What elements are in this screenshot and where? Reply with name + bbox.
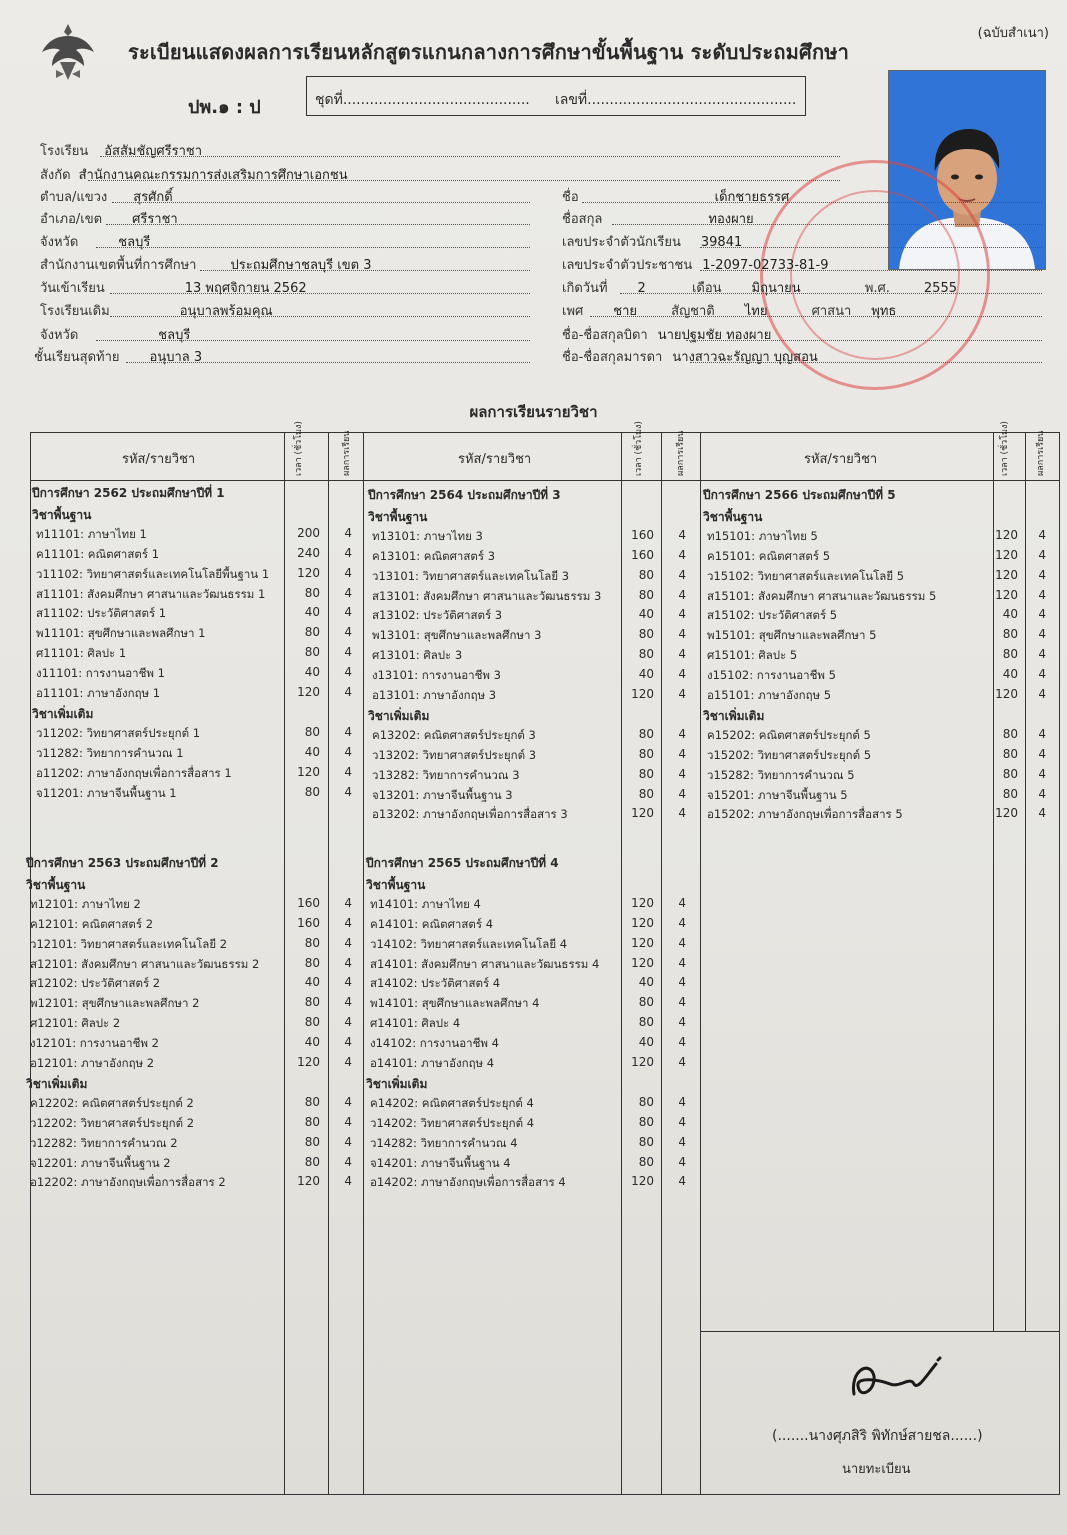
subject-hours: 80 [304, 1094, 320, 1109]
subject-row: ส11101: สังคมศึกษา ศาสนาและวัฒนธรรม 1 [36, 586, 266, 601]
subject-grade: 4 [344, 995, 352, 1010]
subject-hours: 40 [304, 605, 320, 620]
subject-hours: 80 [304, 1134, 320, 1149]
subject-row: พ15101: สุขศึกษาและพลศึกษา 5 [707, 628, 877, 643]
subject-row: จ12201: ภาษาจีนพื้นฐาน 2 [30, 1155, 171, 1170]
subject-grade: 4 [1038, 726, 1046, 741]
subject-hours: 160 [631, 547, 654, 562]
subject-grade: 4 [678, 627, 686, 642]
subject-grade: 4 [344, 975, 352, 990]
subject-row: ว12101: วิทยาศาสตร์และเทคโนโลยี 2 [30, 936, 228, 951]
sex-nationality-row: เพศ ชาย สัญชาติ ไทย ศาสนา พุทธ [562, 304, 897, 319]
subject-grade: 4 [678, 547, 686, 562]
subject-grade: 4 [1038, 786, 1046, 801]
subject-row: ค13202: คณิตศาสตร์ประยุกต์ 3 [372, 727, 536, 742]
subject-grade: 4 [678, 1174, 686, 1189]
subject-row: ท14101: ภาษาไทย 4 [370, 896, 481, 911]
subject-row: ว15202: วิทยาศาสตร์ประยุกต์ 5 [707, 747, 872, 762]
subject-row: ท15101: ภาษาไทย 5 [707, 528, 818, 543]
subject-hours: 120 [631, 895, 654, 910]
subject-row: ว14282: วิทยาการคำนวณ 4 [370, 1135, 518, 1150]
subject-hours: 80 [638, 587, 654, 602]
last-class-row: ชั้นเรียนสุดท้าย อนุบาล 3 [34, 350, 203, 365]
subject-row: พ12101: สุขศึกษาและพลศึกษา 2 [30, 996, 200, 1011]
subject-hours: 80 [638, 995, 654, 1010]
subject-grade: 4 [344, 565, 352, 580]
subject-grade: 4 [678, 667, 686, 682]
subject-row: จ13201: ภาษาจีนพื้นฐาน 3 [372, 787, 513, 802]
subject-row: ง14102: การงานอาชีพ 4 [370, 1036, 499, 1051]
document-title: ระเบียนแสดงผลการเรียนหลักสูตรแกนกลางการศึกษาขั้นพื้นฐาน ระดับประถมศึกษา [128, 40, 850, 64]
student-id-row: เลขประจำตัวนักเรียน 39841 [562, 235, 743, 250]
subject-row: อ15101: ภาษาอังกฤษ 5 [707, 688, 832, 702]
subject-hours: 80 [638, 786, 654, 801]
garuda-emblem-icon [38, 18, 98, 82]
group-basic-label: วิชาพื้นฐาน [703, 509, 763, 524]
subject-hours: 120 [297, 685, 320, 699]
subject-hours: 120 [631, 806, 654, 821]
subject-hours: 120 [297, 764, 320, 779]
group-basic-label: วิชาพื้นฐาน [32, 507, 92, 522]
registrar-name: (.......นางศุภสิริ พิทักษ์สายชล......) [772, 1428, 983, 1444]
subject-grade: 4 [344, 1134, 352, 1149]
subject-grade: 4 [678, 607, 686, 622]
header-subject-3: รหัส/รายวิชา [804, 452, 878, 467]
official-stamp-inner [790, 190, 960, 360]
subject-grade: 4 [678, 1154, 686, 1169]
subject-row: ว13282: วิทยาการคำนวณ 3 [372, 767, 520, 782]
header-grade-1: ผลการเรียน [342, 430, 352, 476]
subject-grade: 4 [1038, 587, 1046, 602]
subject-hours: 40 [638, 607, 654, 622]
subject-grade: 4 [1038, 567, 1046, 582]
subject-hours: 40 [304, 1035, 320, 1050]
subject-row: พ13101: สุขศึกษาและพลศึกษา 3 [372, 628, 542, 643]
subject-row: ท12101: ภาษาไทย 2 [30, 896, 141, 911]
subject-grade: 4 [344, 744, 352, 759]
year-title: ปีการศึกษา 2563 ประถมศึกษาปีที่ 2 [26, 856, 219, 870]
subject-grade: 4 [344, 685, 352, 699]
subject-hours: 120 [297, 565, 320, 580]
group-extra-label: วิชาเพิ่มเติม [368, 708, 430, 723]
previous-province-row: จังหวัด ชลบุรี [40, 328, 191, 343]
subject-hours: 80 [1002, 726, 1018, 741]
subject-row: ว11282: วิทยาการคำนวณ 1 [36, 745, 184, 760]
set-number: ชุดที่.......................................... [315, 92, 530, 108]
header-grade-3: ผลการเรียน [1036, 430, 1046, 476]
subject-hours: 120 [631, 915, 654, 930]
subject-grade: 4 [678, 587, 686, 602]
previous-school-row: โรงเรียนเดิม อนุบาลพร้อมคุณ [40, 304, 273, 319]
group-basic-label: วิชาพื้นฐาน [26, 877, 86, 892]
subject-row: ค15101: คณิตศาสตร์ 5 [707, 548, 831, 563]
registrar-signature [840, 1350, 950, 1420]
subject-hours: 40 [1002, 607, 1018, 622]
form-code: ปพ.๑ : ป [188, 97, 261, 118]
subject-hours: 200 [297, 525, 320, 540]
subject-row: จ15201: ภาษาจีนพื้นฐาน 5 [707, 787, 848, 802]
year-title: ปีการศึกษา 2564 ประถมศึกษาปีที่ 3 [368, 488, 561, 502]
grades-section-title: ผลการเรียนรายวิชา [469, 403, 598, 421]
subject-hours: 120 [995, 587, 1018, 602]
subject-hours: 80 [638, 726, 654, 741]
subject-row: ศ13101: ศิลปะ 3 [372, 648, 463, 663]
subject-grade: 4 [1038, 547, 1046, 562]
subject-hours: 40 [304, 975, 320, 990]
header-subject-2: รหัส/รายวิชา [458, 452, 532, 467]
subject-hours: 120 [297, 1174, 320, 1189]
subject-hours: 80 [638, 567, 654, 582]
subject-row: ง12101: การงานอาชีพ 2 [30, 1036, 159, 1051]
year-title: ปีการศึกษา 2565 ประถมศึกษาปีที่ 4 [366, 856, 559, 870]
group-extra-label: วิชาเพิ่มเติม [366, 1076, 428, 1091]
subject-grade: 4 [344, 1035, 352, 1050]
subject-row: ท11101: ภาษาไทย 1 [36, 526, 147, 541]
serial-box [306, 76, 806, 116]
header-hours-2: เวลา (ชั่วโมง) [634, 421, 644, 476]
subject-hours: 80 [638, 1114, 654, 1129]
subject-row: ว14102: วิทยาศาสตร์และเทคโนโลยี 4 [370, 936, 568, 951]
subject-hours: 120 [995, 567, 1018, 582]
subject-grade: 4 [678, 915, 686, 930]
subject-grade: 4 [678, 726, 686, 741]
subject-row: ศ15101: ศิลปะ 5 [707, 648, 798, 663]
subject-row: ค12101: คณิตศาสตร์ 2 [30, 916, 154, 931]
subject-hours: 120 [995, 547, 1018, 562]
subject-row: อ12202: ภาษาอังกฤษเพื่อการสื่อสาร 2 [30, 1175, 226, 1190]
subject-grade: 4 [1038, 766, 1046, 781]
subject-hours: 80 [304, 1015, 320, 1030]
subject-hours: 80 [638, 1154, 654, 1169]
subject-hours: 120 [631, 1055, 654, 1069]
subject-row: ส12101: สังคมศึกษา ศาสนาและวัฒนธรรม 2 [30, 956, 260, 971]
mother-name-row: ชื่อ-ชื่อสกุลมารดา นางสาวฉะรัญญา บุญสอน [562, 350, 818, 365]
header-subject-1: รหัส/รายวิชา [122, 452, 196, 467]
subject-hours: 80 [304, 955, 320, 970]
year-title: ปีการศึกษา 2566 ประถมศึกษาปีที่ 5 [703, 488, 896, 502]
subject-hours: 120 [297, 1055, 320, 1069]
subject-row: อ14202: ภาษาอังกฤษเพื่อการสื่อสาร 4 [370, 1175, 566, 1190]
subject-hours: 120 [995, 527, 1018, 542]
group-extra-label: วิชาเพิ่มเติม [32, 706, 94, 721]
subject-hours: 80 [304, 645, 320, 660]
affiliation-row: สังกัด สำนักงานคณะกรรมการส่งเสริมการศึกษาเอกชน [40, 168, 348, 183]
subject-row: พ11101: สุขศึกษาและพลศึกษา 1 [36, 626, 206, 641]
subject-grade: 4 [344, 915, 352, 930]
subject-hours: 80 [304, 784, 320, 799]
subject-hours: 80 [638, 1015, 654, 1030]
subject-hours: 160 [297, 895, 320, 910]
subject-grade: 4 [344, 955, 352, 970]
subject-row: ว11102: วิทยาศาสตร์และเทคโนโลยีพื้นฐาน 1 [36, 566, 270, 581]
subject-row: อ15202: ภาษาอังกฤษเพื่อการสื่อสาร 5 [707, 807, 903, 822]
subject-grade: 4 [678, 746, 686, 761]
subject-row: ส15102: ประวัติศาสตร์ 5 [707, 608, 838, 623]
subject-grade: 4 [344, 625, 352, 640]
subject-row: ค13101: คณิตศาสตร์ 3 [372, 548, 496, 563]
subject-row: ส12102: ประวัติศาสตร์ 2 [30, 976, 161, 991]
subject-row: ศ14101: ศิลปะ 4 [370, 1016, 461, 1031]
subject-hours: 40 [638, 975, 654, 990]
birth-date-row: เกิดวันที่ 2 เดือน มิถุนายน พ.ศ. 2555 [562, 281, 957, 296]
subject-grade: 4 [678, 806, 686, 821]
subject-grade: 4 [678, 1114, 686, 1129]
subject-grade: 4 [678, 895, 686, 910]
citizen-id-row: เลขประจำตัวประชาชน 1-2097-02733-81-9 [562, 258, 829, 273]
district-row: อำเภอ/เขต ศรีราชา [40, 212, 178, 227]
subject-hours: 80 [638, 766, 654, 781]
subject-row: ว12202: วิทยาศาสตร์ประยุกต์ 2 [30, 1115, 195, 1130]
subject-hours: 80 [304, 995, 320, 1010]
subject-grade: 4 [344, 525, 352, 540]
subject-grade: 4 [678, 975, 686, 990]
subject-grade: 4 [344, 645, 352, 660]
subject-row: ว14202: วิทยาศาสตร์ประยุกต์ 4 [370, 1115, 535, 1130]
subject-hours: 80 [638, 627, 654, 642]
subject-grade: 4 [344, 585, 352, 600]
subject-row: ว13202: วิทยาศาสตร์ประยุกต์ 3 [372, 747, 537, 762]
subject-row: พ14101: สุขศึกษาและพลศึกษา 4 [370, 996, 540, 1011]
enter-date-row: วันเข้าเรียน 13 พฤศจิกายน 2562 [40, 281, 307, 296]
subject-hours: 80 [304, 1114, 320, 1129]
subject-row: ศ11101: ศิลปะ 1 [36, 646, 127, 661]
subject-row: ง11101: การงานอาชีพ 1 [36, 666, 165, 681]
subject-hours: 80 [1002, 627, 1018, 642]
student-name-row: ชื่อ เด็กชายธรรศ [562, 190, 790, 205]
subject-hours: 80 [304, 935, 320, 950]
subject-hours: 80 [638, 1134, 654, 1149]
subject-hours: 80 [638, 1094, 654, 1109]
subject-grade: 4 [344, 1114, 352, 1129]
subject-row: ค12202: คณิตศาสตร์ประยุกต์ 2 [30, 1095, 194, 1110]
subject-hours: 80 [638, 746, 654, 761]
subject-row: อ12101: ภาษาอังกฤษ 2 [30, 1056, 155, 1070]
subject-hours: 120 [631, 955, 654, 970]
subject-hours: 80 [304, 724, 320, 739]
subject-row: ว15102: วิทยาศาสตร์และเทคโนโลยี 5 [707, 568, 905, 583]
subject-row: ค15202: คณิตศาสตร์ประยุกต์ 5 [707, 727, 871, 742]
subject-grade: 4 [678, 647, 686, 662]
subject-hours: 80 [1002, 786, 1018, 801]
father-name-row: ชื่อ-ชื่อสกุลบิดา นายปฐมชัย ทองผาย [562, 328, 772, 343]
subject-row: ท13101: ภาษาไทย 3 [372, 528, 483, 543]
subject-grade: 4 [678, 786, 686, 801]
subject-hours: 80 [304, 625, 320, 640]
student-surname-row: ชื่อสกุล ทองผาย [562, 212, 754, 227]
subject-grade: 4 [344, 1174, 352, 1189]
subject-row: ส14101: สังคมศึกษา ศาสนาและวัฒนธรรม 4 [370, 956, 600, 971]
copy-label: (ฉบับสำเนา) [977, 26, 1049, 41]
subject-row: ง15102: การงานอาชีพ 5 [707, 668, 836, 683]
subject-hours: 40 [638, 1035, 654, 1050]
subject-row: ว15282: วิทยาการคำนวณ 5 [707, 767, 855, 782]
registrar-title: นายทะเบียน [842, 1462, 911, 1477]
subject-row: ว13101: วิทยาศาสตร์และเทคโนโลยี 3 [372, 568, 570, 583]
subject-grade: 4 [1038, 527, 1046, 542]
subject-row: ส13101: สังคมศึกษา ศาสนาและวัฒนธรรม 3 [372, 588, 602, 603]
subject-grade: 4 [1038, 647, 1046, 662]
subject-grade: 4 [678, 1055, 686, 1069]
subject-grade: 4 [678, 935, 686, 950]
subject-hours: 120 [631, 935, 654, 950]
subject-row: ว11202: วิทยาศาสตร์ประยุกต์ 1 [36, 725, 201, 740]
subject-row: ว12282: วิทยาการคำนวณ 2 [30, 1135, 178, 1150]
subject-row: จ14201: ภาษาจีนพื้นฐาน 4 [370, 1155, 511, 1170]
header-hours-3: เวลา (ชั่วโมง) [1000, 421, 1010, 476]
subject-row: ส15101: สังคมศึกษา ศาสนาและวัฒนธรรม 5 [707, 588, 937, 603]
subject-grade: 4 [678, 1094, 686, 1109]
header-grade-2: ผลการเรียน [676, 430, 686, 476]
subject-hours: 80 [304, 585, 320, 600]
subject-row: ส13102: ประวัติศาสตร์ 3 [372, 608, 503, 623]
subject-hours: 120 [995, 806, 1018, 821]
subject-hours: 40 [638, 667, 654, 682]
subject-grade: 4 [678, 1035, 686, 1050]
subject-grade: 4 [1038, 687, 1046, 701]
subject-grade: 4 [344, 784, 352, 799]
subject-grade: 4 [678, 995, 686, 1010]
subject-hours: 120 [631, 687, 654, 701]
subject-hours: 80 [1002, 647, 1018, 662]
subject-row: อ11202: ภาษาอังกฤษเพื่อการสื่อสาร 1 [36, 765, 232, 780]
subject-grade: 4 [678, 527, 686, 542]
subject-hours: 160 [297, 915, 320, 930]
year-title: ปีการศึกษา 2562 ประถมศึกษาปีที่ 1 [32, 486, 225, 500]
group-extra-label: วิชาเพิ่มเติม [26, 1076, 88, 1091]
subject-grade: 4 [344, 935, 352, 950]
group-extra-label: วิชาเพิ่มเติม [703, 708, 765, 723]
subject-grade: 4 [678, 687, 686, 701]
subject-hours: 240 [297, 545, 320, 560]
subject-row: อ13202: ภาษาอังกฤษเพื่อการสื่อสาร 3 [372, 807, 568, 822]
subject-grade: 4 [344, 665, 352, 680]
subject-hours: 40 [304, 665, 320, 680]
subject-grade: 4 [1038, 746, 1046, 761]
subject-hours: 40 [1002, 667, 1018, 682]
subject-hours: 80 [304, 1154, 320, 1169]
subject-grade: 4 [1038, 667, 1046, 682]
subject-hours: 160 [631, 527, 654, 542]
subject-hours: 80 [1002, 746, 1018, 761]
school-name-row: โรงเรียน อัสสัมชัญศรีราชา [40, 144, 203, 159]
subject-row: จ11201: ภาษาจีนพื้นฐาน 1 [36, 785, 177, 800]
subject-hours: 40 [304, 744, 320, 759]
subject-grade: 4 [344, 1015, 352, 1030]
province-row: จังหวัด ชลบุรี [40, 235, 151, 250]
subject-grade: 4 [678, 1134, 686, 1149]
subject-grade: 4 [678, 766, 686, 781]
group-basic-label: วิชาพื้นฐาน [368, 509, 428, 524]
subject-hours: 80 [638, 647, 654, 662]
subject-row: ค14101: คณิตศาสตร์ 4 [370, 916, 494, 931]
subject-grade: 4 [1038, 806, 1046, 821]
subject-row: ศ12101: ศิลปะ 2 [30, 1016, 121, 1031]
subject-grade: 4 [678, 955, 686, 970]
subject-hours: 120 [995, 687, 1018, 701]
subject-grade: 4 [1038, 607, 1046, 622]
subject-row: ง13101: การงานอาชีพ 3 [372, 668, 501, 683]
subject-grade: 4 [678, 567, 686, 582]
subject-hours: 80 [1002, 766, 1018, 781]
subject-grade: 4 [344, 1154, 352, 1169]
group-basic-label: วิชาพื้นฐาน [366, 877, 426, 892]
education-office-row: สำนักงานเขตพื้นที่การศึกษา ประถมศึกษาชลบุรี เขต 3 [40, 258, 372, 273]
subject-grade: 4 [344, 605, 352, 620]
subject-hours: 120 [631, 1174, 654, 1189]
header-hours-1: เวลา (ชั่วโมง) [294, 421, 304, 476]
subject-row: ส14102: ประวัติศาสตร์ 4 [370, 976, 501, 991]
subject-row: ส11102: ประวัติศาสตร์ 1 [36, 606, 167, 621]
serial-number: เลขที่............................................... [555, 92, 797, 108]
subject-grade: 4 [678, 1015, 686, 1030]
subject-grade: 4 [344, 764, 352, 779]
subject-row: อ14101: ภาษาอังกฤษ 4 [370, 1056, 495, 1070]
subject-grade: 4 [1038, 627, 1046, 642]
subject-grade: 4 [344, 724, 352, 739]
subject-row: อ13101: ภาษาอังกฤษ 3 [372, 688, 497, 702]
subject-row: ค11101: คณิตศาสตร์ 1 [36, 546, 160, 561]
subject-grade: 4 [344, 545, 352, 560]
subject-row: อ11101: ภาษาอังกฤษ 1 [36, 686, 161, 700]
subject-grade: 4 [344, 1055, 352, 1069]
subject-grade: 4 [344, 1094, 352, 1109]
subject-grade: 4 [344, 895, 352, 910]
subdistrict-row: ตำบล/แขวง สุรศักดิ์ [40, 190, 173, 205]
subject-row: ค14202: คณิตศาสตร์ประยุกต์ 4 [370, 1095, 534, 1110]
